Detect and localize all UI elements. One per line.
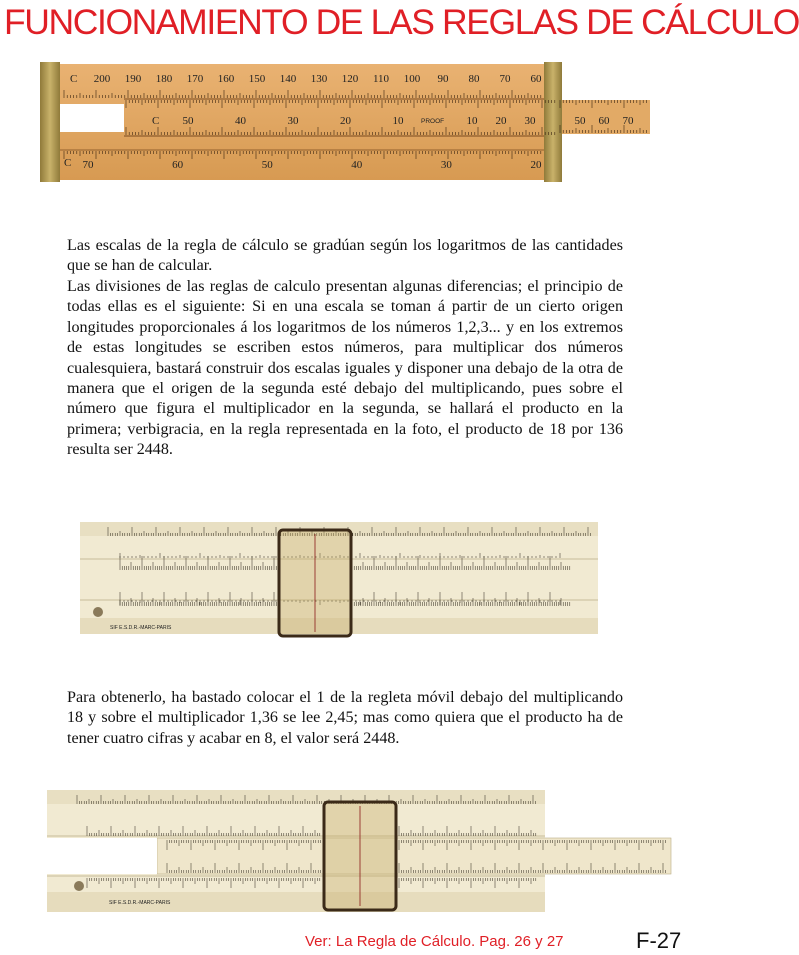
ruler-brand: SIF E.S.D.R.-MARC-PARIS <box>109 900 171 906</box>
scale-number: 170 <box>186 73 204 85</box>
paragraph-intro: Las escalas de la regla de cálculo se gradúan según los logaritmos de las cantidades que se han de calcular. <box>67 237 623 275</box>
scale-number: 160 <box>217 73 235 85</box>
scale-number: 20 <box>530 159 542 171</box>
scale-number: 70 <box>499 73 511 85</box>
scale-number: 100 <box>403 73 421 85</box>
wooden-slide-rule-photo <box>40 62 650 187</box>
paragraph-example: Para obtenerlo, ha bastado colocar el 1 de la regleta móvil debajo del multiplicando 18 y sobre el multiplicador 1,36 se lee 2,45; mas como quiera que el producto ha de tener cuatro cifras y acabar en 8, el valor será 2448. <box>67 689 623 747</box>
scale-number: 180 <box>155 73 173 85</box>
scale-label-c-slide: C <box>152 115 160 127</box>
page-number: F-27 <box>636 928 682 953</box>
scale-number: 40 <box>235 115 246 127</box>
scale-label-c-top: C <box>70 73 78 85</box>
scale-number: 30 <box>524 115 536 127</box>
scale-label-c-bottom: C <box>64 157 72 169</box>
scale-number: 70 <box>82 159 94 171</box>
scale-number: 200 <box>93 73 111 85</box>
scale-number: 50 <box>574 115 586 127</box>
scale-number: 40 <box>351 159 363 171</box>
ivory-slide-rule-photo-1 <box>80 520 600 643</box>
scale-number: 20 <box>495 115 507 127</box>
ruler-brand: SIF E.S.D.R.-MARC-PARIS <box>110 625 172 631</box>
scale-number: 130 <box>310 73 328 85</box>
scale-number: 190 <box>124 73 142 85</box>
scale-number: 110 <box>372 73 390 85</box>
scale-number: 150 <box>248 73 266 85</box>
scale-number: 20 <box>340 115 351 127</box>
scale-number: 10 <box>466 115 478 127</box>
scale-number: 10 <box>392 115 404 127</box>
paragraph-principle: Las divisiones de las reglas de calculo presentan algunas diferencias; el principio de todas ellas es el siguiente: Si en una escala se toman á partir de un cierto origen longitudes proporcionales á los logaritmos de los números 1,2,3... y en los extremos de estas longitudes se escriben estos números, para multiplicar dos números cualesquiera, bastará construir dos escalas iguales y disponer una debajo de la otra de manera que el origen de la segunda esté debajo del multiplicando, pues sobre el número que figura el multiplicador en la segunda, se hallará el producto en la primera; verbigracia, en la regla representada en la foto, el producto de 18 por 136 resulta ser 2448. <box>67 278 623 459</box>
scale-number: 80 <box>468 73 480 85</box>
scale-number: 120 <box>341 73 359 85</box>
scale-number: 140 <box>279 73 297 85</box>
page-title: FUNCIONAMIENTO DE LAS REGLAS DE CÁLCULO <box>4 2 799 42</box>
scale-number: 50 <box>261 159 273 171</box>
ivory-slide-rule-photo-2 <box>47 790 672 920</box>
scale-number: 60 <box>530 73 542 85</box>
scale-number: 60 <box>598 115 610 127</box>
reference-link[interactable]: Ver: La Regla de Cálculo. Pag. 26 y 27 <box>305 933 564 950</box>
scale-number: 30 <box>287 115 299 127</box>
proof-mark: PROOF <box>421 118 445 125</box>
scale-number: 50 <box>182 115 194 127</box>
scale-number: 60 <box>172 159 184 171</box>
scale-number: 70 <box>622 115 634 127</box>
scale-number: 30 <box>440 159 452 171</box>
scale-number: 90 <box>437 73 449 85</box>
